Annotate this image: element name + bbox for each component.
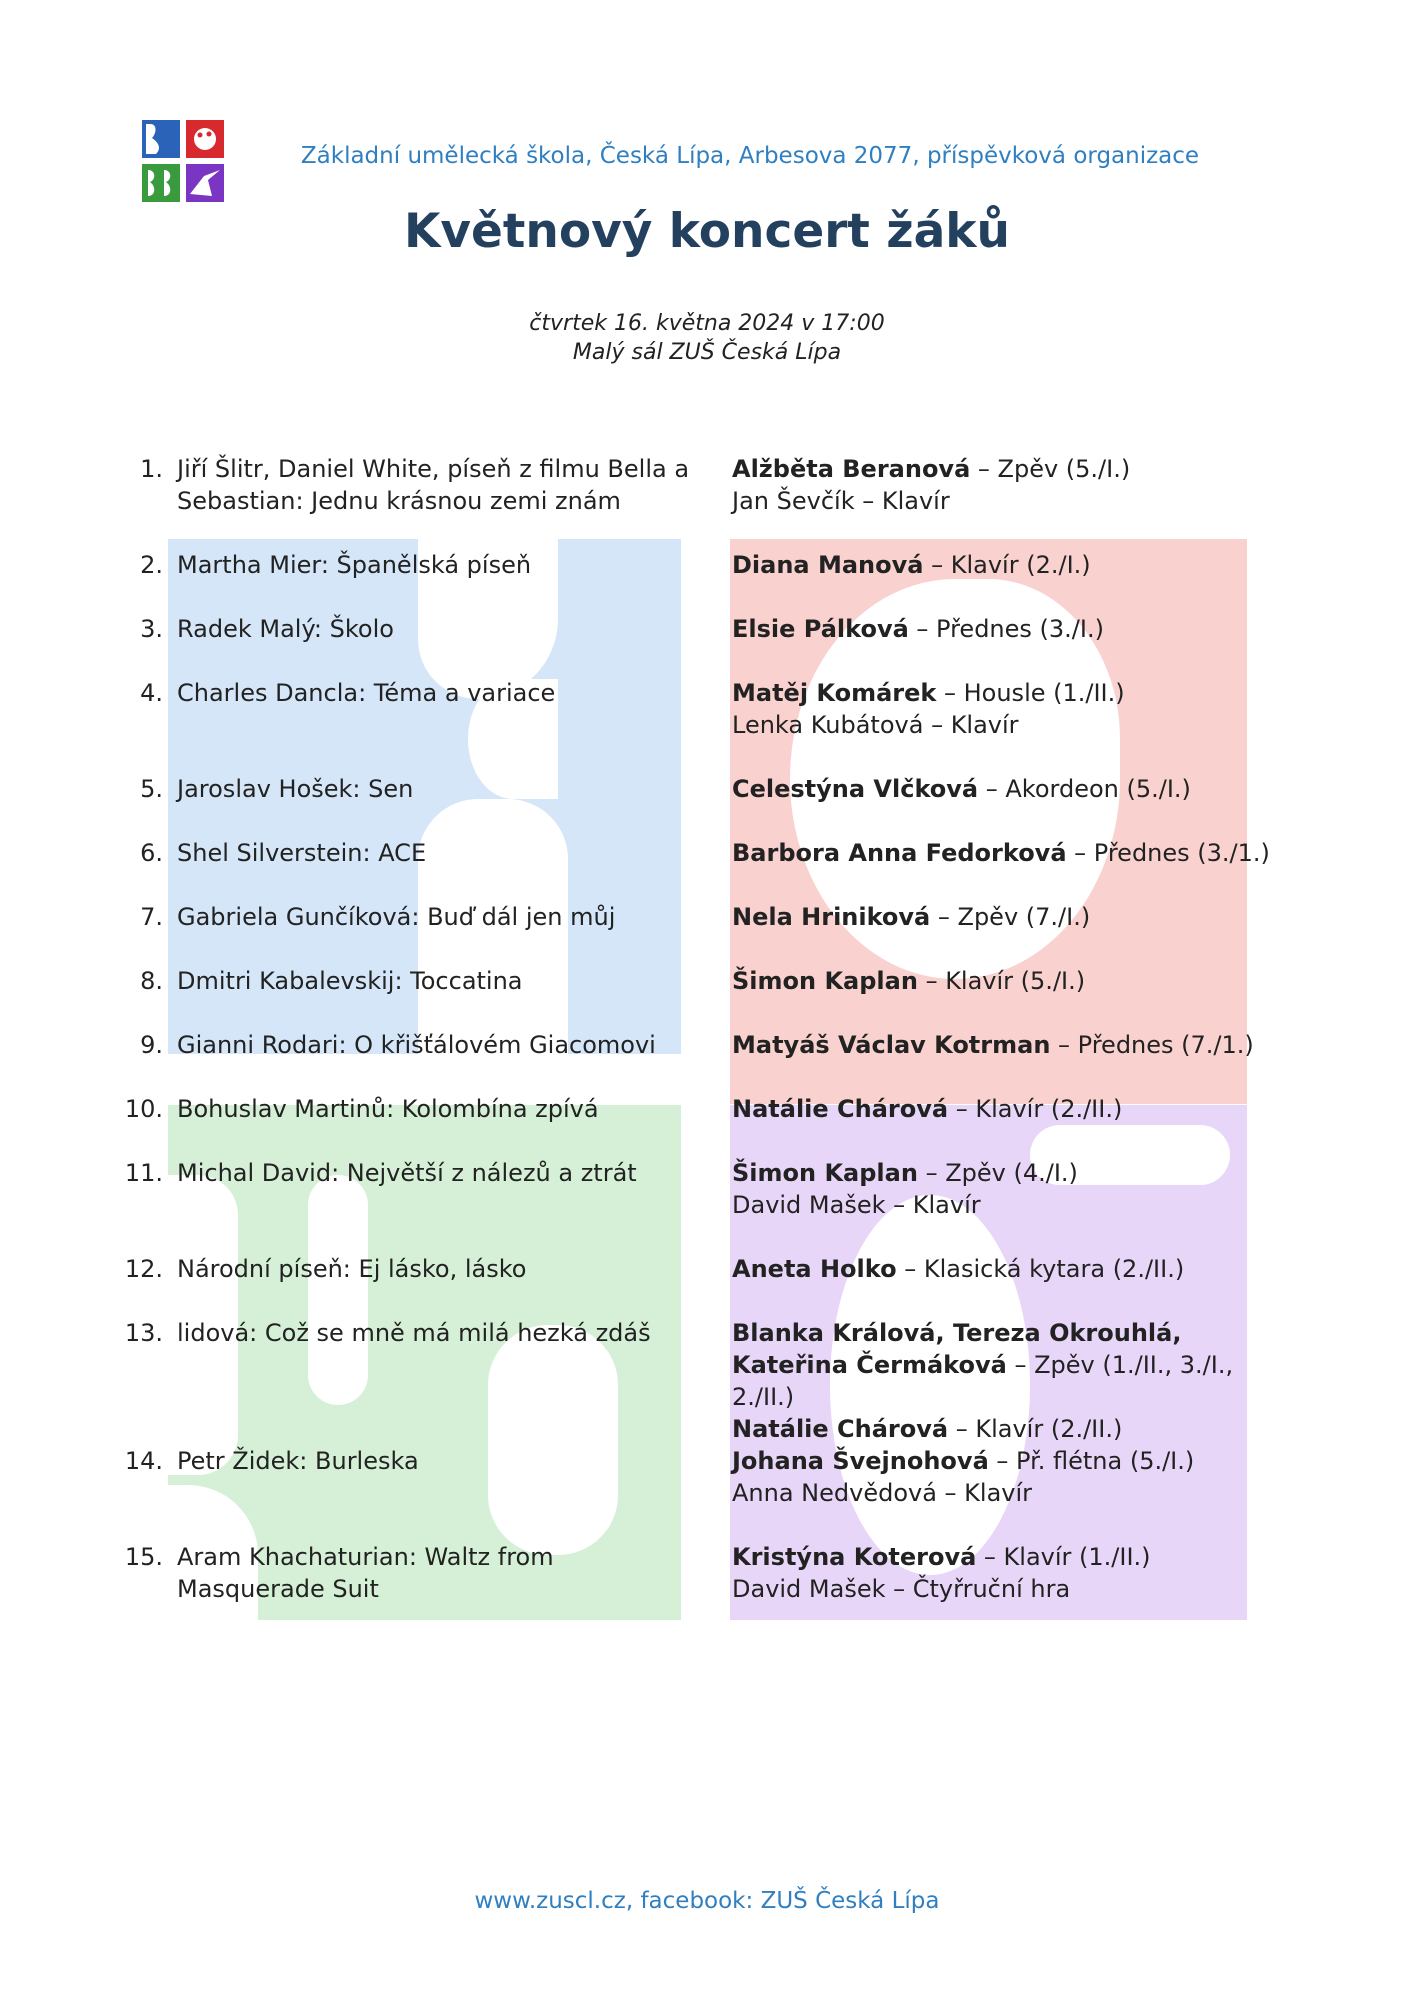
piece-title: Bohuslav Martinů: Kolombína zpívá [177,1095,599,1123]
performer-name: Matěj Komárek [732,679,937,707]
performer-line [732,1157,1292,1189]
performers [732,453,1292,517]
performer-name: Barbora Anna Fedorková [732,839,1067,867]
performers [732,1317,1292,1445]
performer-detail: – Přednes (7./1.) [1050,1031,1254,1059]
performer-line [732,1029,1292,1061]
performer-name: Johana Švejnohová [732,1447,989,1475]
performers [732,1157,1292,1221]
piece-title: Petr Židek: Burleska [177,1447,419,1475]
piece-title: Charles Dancla: Téma a variace [177,679,556,707]
performer-name: Nela Hriniková [732,903,931,931]
performer-detail: Jan Ševčík – Klavír [732,487,950,515]
item-number: 8. [140,967,163,995]
performers [732,1541,1292,1605]
item-number: 4. [140,679,163,707]
performer-detail: Anna Nedvědová – Klavír [732,1479,1033,1507]
item-number: 1. [140,455,163,483]
performer-detail: – Klavír (1./II.) [976,1543,1151,1571]
piece-title: Jaroslav Hošek: Sen [177,775,414,803]
piece-title: Shel Silverstein: ACE [177,839,427,867]
piece-title: Michal David: Největší z nálezů a ztrát [177,1159,637,1187]
performer-detail: – Klavír (2./I.) [923,551,1091,579]
performer-detail: – Přednes (3./1.) [1066,839,1270,867]
item-number: 10. [124,1095,163,1123]
school-name: Základní umělecká škola, Česká Lípa, Arbesova 2077, příspěvková organizace [300,143,1200,169]
performer-line [732,549,1292,581]
performer-detail: – Klavír (5./I.) [917,967,1086,995]
performer-line [732,485,1292,517]
item-number: 5. [140,775,163,803]
performer-name: Šimon Kaplan [732,1159,918,1187]
performer-name: Matyáš Václav Kotrman [732,1031,1051,1059]
performer-line [732,1413,1292,1445]
performer-detail: David Mašek – Čtyřruční hra [732,1575,1071,1603]
performer-name: Aneta Holko [732,1255,897,1283]
performers [732,773,1292,805]
performers [732,1445,1292,1509]
piece-title: Dmitri Kabalevskij: Toccatina [177,967,523,995]
piece-title: Martha Mier: Španělská píseň [177,551,532,579]
performers [732,901,1292,933]
performer-name: Natálie Chárová [732,1415,949,1443]
piece-title: Jiří Šlitr, Daniel White, píseň z filmu Bella a Sebastian: Jednu krásnou zemi znám [177,455,690,515]
performer-line [732,1573,1292,1605]
performer-detail: Lenka Kubátová – Klavír [732,711,1019,739]
performer-line [732,1253,1292,1285]
performers [732,837,1292,869]
piece-title: Radek Malý: Školo [177,615,394,643]
footer-links: www.zuscl.cz, facebook: ZUŠ Česká Lípa [474,1888,940,1914]
performer-name: Kristýna Koterová [732,1543,977,1571]
performer-line [732,677,1292,709]
performer-line [732,965,1292,997]
piece-title: Gabriela Gunčíková: Buď dál jen můj [177,903,616,931]
piece-title: Gianni Rodari: O křišťálovém Giacomovi [177,1031,656,1059]
performer-detail: – Housle (1./II.) [936,679,1125,707]
performer-line [732,453,1292,485]
performer-detail: – Př. flétna (5./I.) [988,1447,1195,1475]
performer-line [732,1477,1292,1509]
performer-name: Blanka Králová, Tereza Okrouhlá, Kateřina Čermáková [732,1319,1182,1379]
item-number: 11. [124,1159,163,1187]
item-number: 7. [140,903,163,931]
performer-detail: – Akordeon (5./I.) [978,775,1191,803]
performer-line [732,1189,1292,1221]
item-number: 13. [124,1319,163,1347]
performer-detail: – Zpěv (5./I.) [970,455,1131,483]
piece-title: lidová: Což se mně má milá hezká zdáš [177,1319,651,1347]
performer-detail: – Klasická kytara (2./II.) [896,1255,1185,1283]
performers [732,1093,1292,1125]
piece-title: Národní píseň: Ej lásko, lásko [177,1255,527,1283]
performer-name: Natálie Chárová [732,1095,949,1123]
item-number: 15. [124,1543,163,1571]
item-number: 2. [140,551,163,579]
performer-detail: – Přednes (3./I.) [908,615,1104,643]
performers [732,677,1292,741]
item-number: 9. [140,1031,163,1059]
performers [732,549,1292,581]
performer-line [732,837,1292,869]
piece-title: Aram Khachaturian: Waltz from Masquerade Suit [177,1543,554,1603]
performer-detail: – Klavír (2./II.) [948,1415,1123,1443]
concert-date: čtvrtek 16. května 2024 v 17:00 [529,311,885,336]
page-title: Květnový koncert žáků [403,204,1011,259]
item-number: 3. [140,615,163,643]
performer-detail: – Zpěv (4./I.) [917,1159,1078,1187]
performer-line [732,709,1292,741]
performer-line [732,1445,1292,1477]
performer-name: Diana Manová [732,551,924,579]
item-number: 14. [124,1447,163,1475]
item-number: 6. [140,839,163,867]
performers [732,613,1292,645]
performers [732,965,1292,997]
performer-detail: – Klavír (2./II.) [948,1095,1123,1123]
performer-detail: – Zpěv (7./I.) [930,903,1091,931]
performer-name: Šimon Kaplan [732,967,918,995]
performer-name: Alžběta Beranová [732,455,971,483]
performer-name: Celestýna Vlčková [732,775,979,803]
performer-line [732,1317,1292,1413]
performer-line [732,773,1292,805]
item-number: 12. [124,1255,163,1283]
performers [732,1253,1292,1285]
performer-detail: David Mašek – Klavír [732,1191,981,1219]
performer-line [732,613,1292,645]
performers [732,1029,1292,1061]
performer-detail: – Zpěv (1./II., 3./I., 2./II.) [732,1351,1234,1411]
concert-venue: Malý sál ZUŠ Česká Lípa [572,340,842,365]
performer-line [732,1093,1292,1125]
performer-line [732,901,1292,933]
performer-line [732,1541,1292,1573]
performer-name: Elsie Pálková [732,615,909,643]
